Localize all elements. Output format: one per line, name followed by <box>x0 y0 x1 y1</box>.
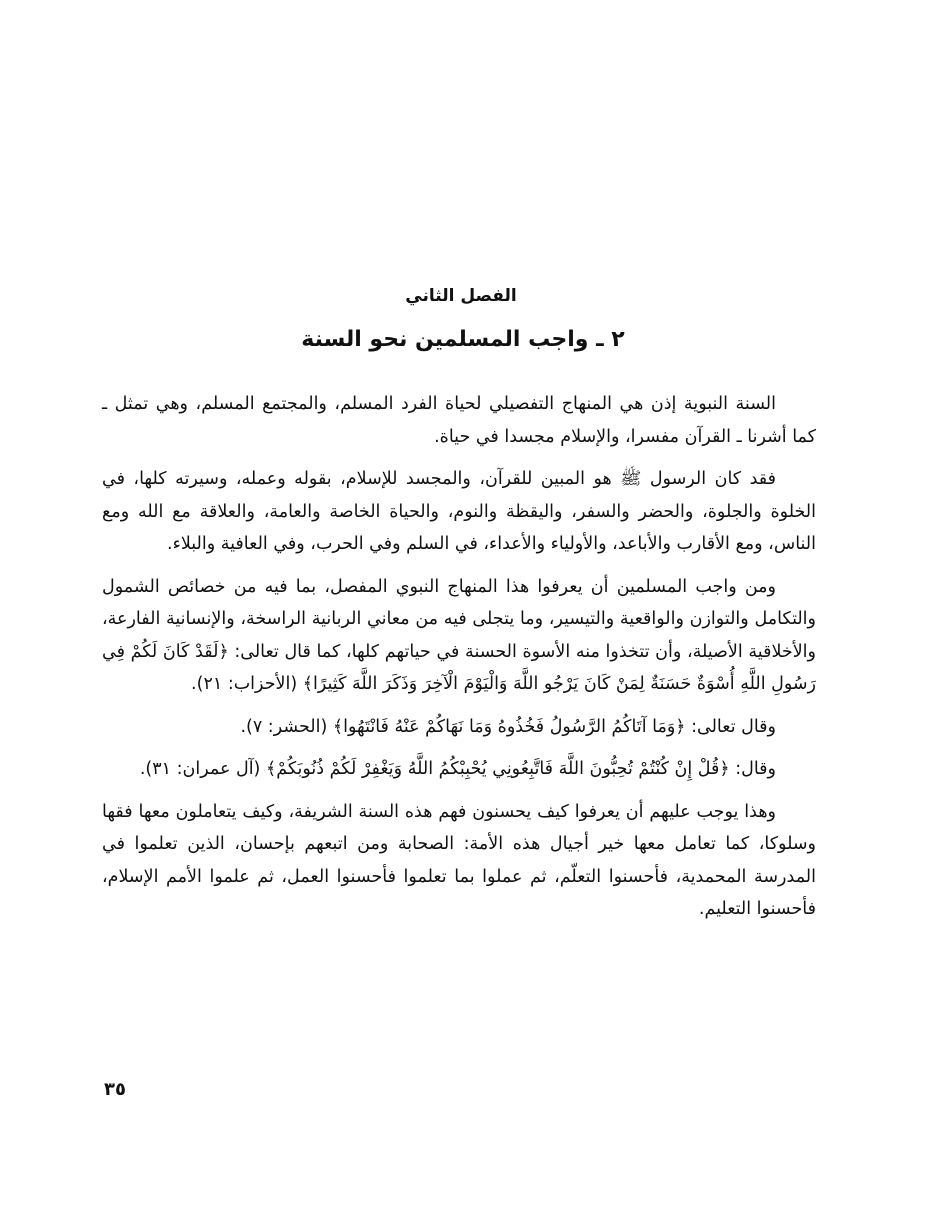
section-title: ٢ ـ واجب المسلمين نحو السنة <box>301 327 625 352</box>
body-text <box>102 388 816 936</box>
paragraph-3: ومن واجب المسلمين أن يعرفوا هذا المنهاج النبوي المفصل، بما فيه من خصائص الشمول والتكامل والتوازن والواقعية والتيسير، وما يتجلى فيه من معاني الربانية الراسخة، والإنسانية الفارعة، والأخلاقية الأصيلة، وأن تتخذوا منه الأسوة الحسنة في حياتهم كلها، كما قال تعالى: ﴿لَقَدْ كَانَ لَكُمْ فِي رَسُولِ اللَّهِ أُسْوَةٌ حَسَنَةٌ لِمَنْ كَانَ يَرْجُو اللَّهَ وَالْيَوْمَ الْآخِرَ وَذَكَرَ اللَّهَ كَثِيرًا﴾ (الأحزاب: ٢١). <box>102 576 816 694</box>
chapter-label <box>0 282 926 310</box>
chapter-label-text: الفصل الثاني <box>405 286 517 306</box>
page-number: ٣٥ <box>104 1079 126 1100</box>
paragraph-4: وقال تعالى: ﴿وَمَا آتَاكُمُ الرَّسُولُ فَخُذُوهُ وَمَا نَهَاكُمْ عَنْهُ فَانْتَهُوا﴾ (الحشر: ٧). <box>240 716 776 737</box>
paragraph-1: السنة النبوية إذن هي المنهاج التفصيلي لحياة الفرد المسلم، والمجتمع المسلم، وهي تمثل ـ كما أشرنا ـ القرآن مفسرا، والإسلام مجسدا في حياة. <box>102 394 816 447</box>
paragraph-6: وهذا يوجب عليهم أن يعرفوا كيف يحسنون فهم هذه السنة الشريفة، وكيف يتعاملون معها فقها وسلوكا، كما تعامل معها خير أجيال هذه الأمة: الصحابة ومن اتبعهم بإحسان، الذين تعلموا في المدرسة المحمدية، فأحسنوا التعلّم، ثم عملوا بما تعلموا فأحسنوا العمل، ثم علموا الأمم الإسلام، فأحسنوا التعليم. <box>102 801 816 919</box>
paragraph-2: فقد كان الرسول ﷺ هو المبين للقرآن، والمجسد للإسلام، بقوله وعمله، وسيرته كلها، في الخلوة والجلوة، والحضر والسفر، واليقظة والنوم، والحياة الخاصة والعامة، والعلاقة مع الله ومع الناس، ومع الأقارب والأباعد، والأولياء والأعداء، في السلم وفي الحرب، وفي العافية والبلاء. <box>102 469 816 554</box>
paragraph-5: وقال: ﴿قُلْ إِنْ كُنْتُمْ تُحِبُّونَ اللَّهَ فَاتَّبِعُونِي يُحْبِبْكُمُ اللَّهُ وَيَغْفِرْ لَكُمْ ذُنُوبَكُمْ﴾ (آل عمران: ٣١). <box>139 759 776 779</box>
